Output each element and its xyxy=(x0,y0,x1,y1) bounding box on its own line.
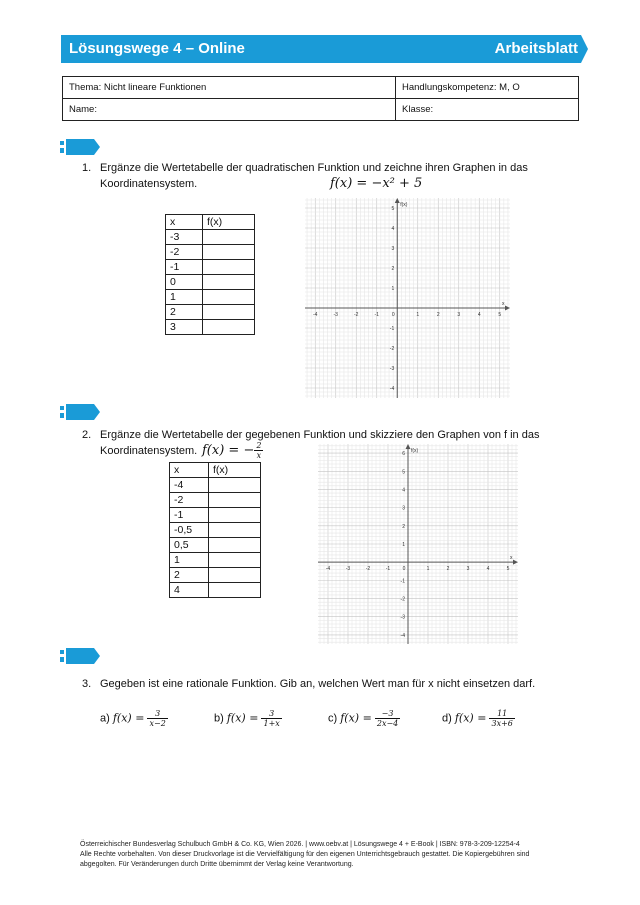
y-tick-label: -1 xyxy=(389,326,395,332)
footer-line1: Österreichischer Bundesverlag Schulbuch GmbH & Co. KG, Wien 2026. | www.oebv.at | Lösungswege 4 + E-Book | ISBN: 978-3-209-12254-4 xyxy=(80,841,520,848)
y-tick-label: -2 xyxy=(400,596,405,603)
x-tick-label: -2 xyxy=(365,566,371,573)
fraction-numerator: −3 xyxy=(375,709,400,719)
x-value-cell: 4 xyxy=(170,583,209,598)
x-tick-label: -4 xyxy=(313,312,318,318)
thema-cell: Thema: Nicht lineare Funktionen xyxy=(63,77,396,99)
q2-formula-fraction xyxy=(254,441,263,460)
fx-answer-cell[interactable] xyxy=(209,553,261,568)
x-axis-label: x xyxy=(502,301,505,307)
table-row xyxy=(170,553,261,568)
y-tick-label: 1 xyxy=(402,542,405,548)
y-axis-arrow xyxy=(406,444,411,449)
title-banner xyxy=(61,35,588,63)
y-tick-label: -1 xyxy=(400,578,405,585)
fraction-denominator: x xyxy=(256,451,262,460)
y-tick-label: 2 xyxy=(402,523,405,530)
fx-answer-cell[interactable] xyxy=(209,478,261,493)
table-row xyxy=(166,260,255,275)
x-value-cell: 3 xyxy=(166,320,203,335)
table-header-x: x xyxy=(170,463,209,478)
table-row xyxy=(166,305,255,320)
option-lhs: f(x) = xyxy=(112,711,145,725)
q2-coordinate-system xyxy=(318,444,518,644)
option-label: b) xyxy=(214,712,224,725)
x-value-cell: 1 xyxy=(170,553,209,568)
x-tick-label: 2 xyxy=(436,312,440,318)
x-value-cell: 2 xyxy=(166,305,203,320)
x-tick-label: 1 xyxy=(426,566,430,573)
x-value-cell: 1 xyxy=(166,290,203,305)
fraction-denominator: x−2 xyxy=(149,719,166,728)
header-table xyxy=(62,76,579,121)
option-label: a) xyxy=(100,712,110,725)
x-axis-label: x xyxy=(510,555,513,562)
x-axis-arrow xyxy=(513,560,518,565)
y-tick-label: 3 xyxy=(402,505,405,512)
x-axis-arrow xyxy=(505,306,510,311)
kompetenz-cell: Handlungskompetenz: M, O xyxy=(396,77,579,99)
x-tick-label: -1 xyxy=(385,566,391,573)
table-header-fx: f(x) xyxy=(209,463,261,478)
fx-answer-cell[interactable] xyxy=(203,230,255,245)
task-tag-icon xyxy=(60,648,100,664)
q1-coordinate-system xyxy=(305,198,510,398)
fraction-numerator: 3 xyxy=(261,709,281,719)
x-tick-label: -3 xyxy=(345,566,351,573)
x-value-cell: -2 xyxy=(166,245,203,260)
footer xyxy=(80,840,570,870)
fx-answer-cell[interactable] xyxy=(209,568,261,583)
table-row xyxy=(170,538,261,553)
table-row xyxy=(170,478,261,493)
y-tick-label: 2 xyxy=(391,266,395,272)
fraction-numerator: 2 xyxy=(256,441,262,450)
x-tick-label: 3 xyxy=(466,566,470,573)
fx-answer-cell[interactable] xyxy=(209,508,261,523)
fraction-denominator: 1+x xyxy=(263,719,280,728)
name-cell: Name: xyxy=(63,99,396,121)
option-fraction xyxy=(147,709,167,728)
x-tick-label: 5 xyxy=(498,312,502,318)
option-fraction xyxy=(489,709,514,728)
x-tick-label: 0 xyxy=(391,312,395,318)
banner-title: Lösungswege 4 – Online xyxy=(69,40,245,57)
y-tick-label: -4 xyxy=(400,632,405,639)
y-tick-label: -2 xyxy=(389,346,395,352)
y-tick-label: 4 xyxy=(391,226,395,232)
q2-value-table xyxy=(169,462,261,598)
option-fraction xyxy=(375,709,400,728)
x-tick-label: 5 xyxy=(506,566,510,573)
fraction-denominator: 3x+6 xyxy=(491,719,513,728)
y-tick-label: 4 xyxy=(402,487,405,494)
fx-answer-cell[interactable] xyxy=(203,290,255,305)
x-tick-label: -4 xyxy=(325,566,331,573)
q2-line2: Koordinatensystem. xyxy=(100,445,198,457)
q2-number: 2. xyxy=(82,429,92,441)
x-value-cell: -2 xyxy=(170,493,209,508)
y-axis-arrow xyxy=(395,198,400,203)
table-row xyxy=(170,493,261,508)
y-tick-label: 5 xyxy=(391,206,395,212)
fraction-numerator: 11 xyxy=(489,709,514,719)
x-value-cell: -3 xyxy=(166,230,203,245)
x-tick-label: 1 xyxy=(416,312,420,318)
x-tick-label: 3 xyxy=(457,312,461,318)
table-row xyxy=(166,275,255,290)
table-row xyxy=(166,290,255,305)
x-tick-label: 0 xyxy=(402,566,406,573)
fx-answer-cell[interactable] xyxy=(209,583,261,598)
q2-formula xyxy=(202,441,263,460)
option-lhs: f(x) = xyxy=(226,711,259,725)
table-row xyxy=(166,230,255,245)
x-value-cell: -1 xyxy=(166,260,203,275)
table-row xyxy=(170,508,261,523)
q3-option-c xyxy=(328,709,400,728)
y-tick-label: 6 xyxy=(402,451,405,458)
q1-number: 1. xyxy=(82,162,92,174)
fx-answer-cell[interactable] xyxy=(203,260,255,275)
footer-line2: Alle Rechte vorbehalten. Von dieser Druckvorlage ist die Vervielfältigung für den eigenen Unterrichtsgebrauch gestattet. Die Kopiergebühren sind xyxy=(80,851,530,858)
q3-option-b xyxy=(214,709,282,728)
x-value-cell: -1 xyxy=(170,508,209,523)
x-value-cell: -0,5 xyxy=(170,523,209,538)
y-tick-label: 5 xyxy=(402,469,405,476)
table-row xyxy=(166,245,255,260)
fraction-numerator: 3 xyxy=(147,709,167,719)
x-tick-label: 4 xyxy=(486,566,490,573)
banner-worksheet-label: Arbeitsblatt xyxy=(494,40,578,57)
y-axis-label: f(x) xyxy=(411,448,419,454)
y-tick-label: 1 xyxy=(391,286,395,292)
q3-number: 3. xyxy=(82,678,92,690)
x-value-cell: 0,5 xyxy=(170,538,209,553)
fraction-denominator: 2x−4 xyxy=(376,719,399,728)
q2-line1: Ergänze die Wertetabelle der gegebenen Funktion und skizziere den Graphen von f in das xyxy=(100,429,540,441)
x-tick-label: 2 xyxy=(446,566,450,573)
x-value-cell: -4 xyxy=(170,478,209,493)
option-lhs: f(x) = xyxy=(454,711,487,725)
table-header-fx: f(x) xyxy=(203,215,255,230)
q1-line1: Ergänze die Wertetabelle der quadratischen Funktion und zeichne ihren Graphen in das xyxy=(100,162,528,174)
y-axis-label: f(x) xyxy=(400,202,408,208)
x-tick-label: 4 xyxy=(477,312,481,318)
option-label: c) xyxy=(328,712,338,725)
fx-answer-cell[interactable] xyxy=(203,245,255,260)
q1-line2: Koordinatensystem. xyxy=(100,178,198,190)
q3-option-d xyxy=(442,709,515,728)
option-fraction xyxy=(261,709,281,728)
x-value-cell: 2 xyxy=(170,568,209,583)
y-tick-label: -4 xyxy=(389,386,395,392)
q2-formula-lhs: f(x) = − xyxy=(202,443,255,458)
q1-formula: f(x) = −x² + 5 xyxy=(330,176,423,191)
fx-answer-cell[interactable] xyxy=(203,305,255,320)
y-tick-label: -3 xyxy=(389,366,395,372)
q3-text: Gegeben ist eine rationale Funktion. Gib an, welchen Wert man für x nicht einsetzen darf. xyxy=(100,678,536,690)
fx-answer-cell[interactable] xyxy=(203,320,255,335)
x-tick-label: -1 xyxy=(374,312,379,318)
q3-option-a xyxy=(100,709,168,728)
option-lhs: f(x) = xyxy=(340,711,372,725)
table-row xyxy=(170,583,261,598)
option-label: d) xyxy=(442,712,452,725)
footer-line3: abgegolten. Für Veränderungen durch Dritte übernimmt der Verlag keine Verantwortung. xyxy=(80,861,354,868)
fx-answer-cell[interactable] xyxy=(203,275,255,290)
table-row xyxy=(170,523,261,538)
fx-answer-cell[interactable] xyxy=(209,538,261,553)
task-tag-icon xyxy=(60,139,100,155)
q1-value-table xyxy=(165,214,255,335)
table-row xyxy=(166,320,255,335)
fx-answer-cell[interactable] xyxy=(209,523,261,538)
x-tick-label: -2 xyxy=(354,312,359,318)
x-tick-label: -3 xyxy=(333,312,338,318)
fx-answer-cell[interactable] xyxy=(209,493,261,508)
y-tick-label: 3 xyxy=(391,246,395,252)
table-row xyxy=(170,568,261,583)
klasse-cell: Klasse: xyxy=(396,99,579,121)
table-header-x: x xyxy=(166,215,203,230)
task-tag-icon xyxy=(60,404,100,420)
x-value-cell: 0 xyxy=(166,275,203,290)
y-tick-label: -3 xyxy=(400,614,405,621)
